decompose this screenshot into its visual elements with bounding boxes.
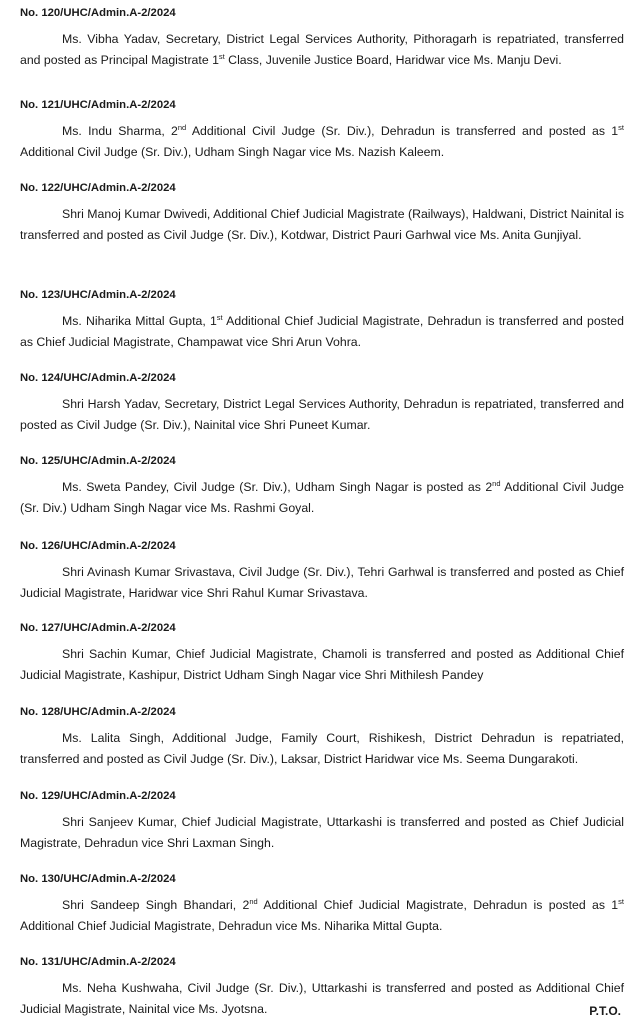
order-entry [20,454,624,518]
order-entry [20,181,624,245]
order-number: No. 124/UHC/Admin.A-2/2024 [20,372,176,384]
order-text: Shri Harsh Yadav, Secretary, District Legal Services Authority, Dehradun is repatriated, transferred and posted as Civil Judge (Sr. Div.), Nainital vice Shri Puneet Kumar. [20,397,624,432]
order-text: Shri Sachin Kumar, Chief Judicial Magistrate, Chamoli is transferred and posted as Additional Chief Judicial Magistrate, Kashipur, District Udham Singh Nagar vice Shri Mithilesh Pandey [20,647,624,682]
order-number: No. 122/UHC/Admin.A-2/2024 [20,182,176,194]
order-entry [20,789,624,853]
order-entry [20,98,624,162]
order-number: No. 130/UHC/Admin.A-2/2024 [20,873,176,885]
order-text: Ms. Neha Kushwaha, Civil Judge (Sr. Div.), Uttarkashi is transferred and posted as Additional Chief Judicial Magistrate, Nainital vice Ms. Jyotsna. [20,981,624,1016]
order-text: Shri Sandeep Singh Bhandari, 2nd Additional Chief Judicial Magistrate, Dehradun is posted as 1st Additional Chief Judicial Magistrate, Dehradun vice Ms. Niharika Mittal Gupta. [20,897,624,933]
order-text: Ms. Vibha Yadav, Secretary, District Legal Services Authority, Pithoragarh is repatriated, transferred and posted as Principal Magistrate 1st Class, Juvenile Justice Board, Haridwar vice Ms. Manju Devi. [20,32,624,67]
order-number: No. 129/UHC/Admin.A-2/2024 [20,790,176,802]
order-text: Shri Sanjeev Kumar, Chief Judicial Magistrate, Uttarkashi is transferred and posted as Chief Judicial Magistrate, Dehradun vice Shri Laxman Singh. [20,815,624,850]
order-number: No. 121/UHC/Admin.A-2/2024 [20,99,176,111]
order-text: Ms. Sweta Pandey, Civil Judge (Sr. Div.), Udham Singh Nagar is posted as 2nd Additional Civil Judge (Sr. Div.) Udham Singh Nagar vice Ms. Rashmi Goyal. [20,479,624,515]
pto-marker: P.T.O. [589,1004,621,1018]
order-entry [20,6,624,70]
order-text: Shri Avinash Kumar Srivastava, Civil Judge (Sr. Div.), Tehri Garhwal is transferred and posted as Chief Judicial Magistrate, Haridwar vice Shri Rahul Kumar Srivastava. [20,565,624,600]
order-number: No. 123/UHC/Admin.A-2/2024 [20,289,176,301]
order-entry [20,371,624,435]
order-text: Ms. Indu Sharma, 2nd Additional Civil Judge (Sr. Div.), Dehradun is transferred and posted as 1st Additional Civil Judge (Sr. Div.), Udham Singh Nagar vice Ms. Nazish Kaleem. [20,123,624,159]
order-number: No. 125/UHC/Admin.A-2/2024 [20,455,176,467]
order-text: Shri Manoj Kumar Dwivedi, Additional Chief Judicial Magistrate (Railways), Haldwani, District Nainital is transferred and posted as Civil Judge (Sr. Div.), Kotdwar, District Pauri Garhwal vice Ms. Anita Gunjiyal. [20,207,624,242]
order-number: No. 126/UHC/Admin.A-2/2024 [20,540,176,552]
order-entry [20,705,624,769]
order-entry [20,621,624,685]
order-text: Ms. Niharika Mittal Gupta, 1st Additional Chief Judicial Magistrate, Dehradun is transferred and posted as Chief Judicial Magistrate, Champawat vice Shri Arun Vohra. [20,313,624,349]
order-number: No. 128/UHC/Admin.A-2/2024 [20,706,176,718]
order-number: No. 127/UHC/Admin.A-2/2024 [20,622,176,634]
order-number: No. 120/UHC/Admin.A-2/2024 [20,7,176,19]
order-entry [20,539,624,603]
order-entry [20,288,624,352]
order-entry [20,955,624,1019]
order-number: No. 131/UHC/Admin.A-2/2024 [20,956,176,968]
order-entry [20,872,624,936]
order-text: Ms. Lalita Singh, Additional Judge, Family Court, Rishikesh, District Dehradun is repatriated, transferred and posted as Civil Judge (Sr. Div.), Laksar, District Haridwar vice Ms. Seema Dungarakoti. [20,731,624,766]
